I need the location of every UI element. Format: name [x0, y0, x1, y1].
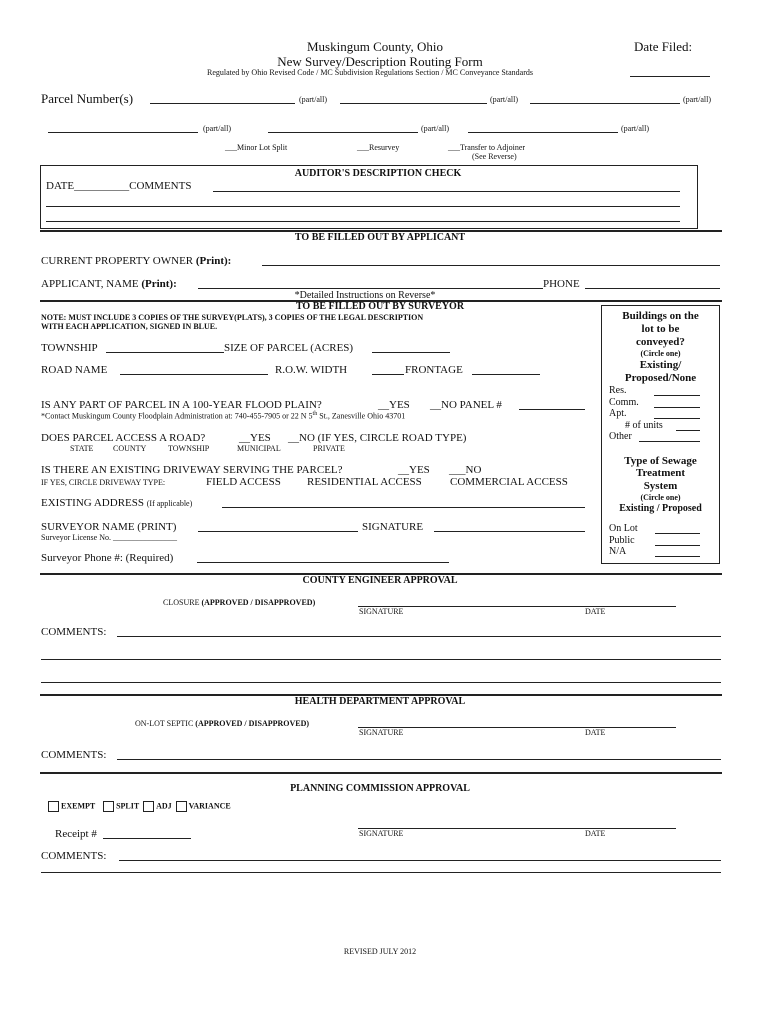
res-label: Res.: [609, 385, 627, 396]
engineer-signature-label: SIGNATURE: [359, 607, 404, 616]
health-signature-label: SIGNATURE: [359, 728, 404, 737]
part-all-2: (part/all): [490, 95, 518, 104]
engineer-comment-line-1[interactable]: [117, 636, 721, 637]
parcel-field-6[interactable]: [468, 132, 618, 133]
see-reverse: (See Reverse): [472, 152, 517, 161]
road-name-label: ROAD NAME: [41, 364, 108, 376]
size-label: SIZE OF PARCEL (ACRES): [224, 342, 354, 354]
engineer-comments-label: COMMENTS:: [41, 626, 107, 638]
regulation-note: Regulated by Ohio Revised Code / MC Subdivision Regulations Section / MC Conveyance Standards: [207, 68, 533, 77]
public-label: Public: [609, 535, 635, 546]
form-title: New Survey/Description Routing Form: [277, 54, 483, 69]
panel-field[interactable]: [519, 409, 585, 410]
surveyor-note-1: NOTE: MUST INCLUDE 3 COPIES OF THE SURVEY(PLATS), 3 COPIES OF THE LEGAL DESCRIPTION: [41, 313, 424, 322]
receipt-label: Receipt #: [55, 828, 97, 840]
address-field[interactable]: [222, 507, 585, 508]
auditor-comment-line-1[interactable]: [213, 191, 680, 192]
surveyor-signature-label: SIGNATURE: [362, 521, 424, 533]
surveyor-name-field[interactable]: [198, 531, 358, 532]
part-all-1: (part/all): [299, 95, 327, 104]
exempt-checkbox[interactable]: [48, 801, 59, 812]
access-no[interactable]: __NO (IF YES, CIRCLE ROAD TYPE): [288, 432, 467, 444]
divider: [40, 772, 722, 774]
frontage-label: FRONTAGE: [405, 364, 463, 376]
health-signature-field[interactable]: [358, 727, 676, 728]
units-label: # of units: [625, 420, 663, 431]
surveyor-note-2: WITH EACH APPLICATION, SIGNED IN BLUE.: [41, 322, 218, 331]
flood-yes[interactable]: __YES: [378, 399, 410, 411]
surveyor-phone-label: Surveyor Phone #: (Required): [41, 552, 174, 564]
other-label: Other: [609, 431, 632, 442]
na-label: N/A: [609, 546, 627, 557]
engineer-signature-field[interactable]: [358, 606, 676, 607]
planning-options: EXEMPT SPLIT ADJ VARIANCE: [48, 801, 231, 812]
buildings-title-2: lot to be: [641, 323, 680, 335]
surveyor-name-label: SURVEYOR NAME (PRINT): [41, 521, 177, 533]
units-field[interactable]: [676, 430, 700, 431]
road-type-municipal[interactable]: MUNICIPAL: [237, 444, 281, 453]
flood-no-panel[interactable]: __NO PANEL #: [430, 399, 502, 411]
driveway-yes[interactable]: __YES: [398, 464, 430, 476]
parcel-field-2[interactable]: [340, 103, 487, 104]
buildings-circle-one: (Circle one): [640, 349, 681, 358]
surveyor-signature-field[interactable]: [434, 531, 585, 532]
buildings-proposed-none[interactable]: Proposed/None: [624, 372, 697, 384]
driveway-commercial-access[interactable]: COMMERCIAL ACCESS: [450, 476, 568, 488]
na-field[interactable]: [655, 556, 700, 557]
engineer-title: COUNTY ENGINEER APPROVAL: [302, 575, 458, 586]
planning-signature-label: SIGNATURE: [359, 829, 404, 838]
buildings-title-1: Buildings on the: [622, 310, 699, 322]
public-field[interactable]: [655, 545, 700, 546]
row-width-label: R.O.W. WIDTH: [275, 364, 348, 376]
surveyor-phone-field[interactable]: [197, 562, 449, 563]
surveyor-license[interactable]: Surveyor License No. ________________: [41, 533, 177, 542]
flood-question: IS ANY PART OF PARCEL IN A 100-YEAR FLOOD PLAIN?: [41, 399, 322, 411]
resurvey[interactable]: ___Resurvey: [357, 143, 400, 152]
frontage-field[interactable]: [472, 374, 540, 375]
closure-label: CLOSURE (APPROVED / DISAPPROVED): [163, 598, 316, 607]
minor-lot-split[interactable]: ___Minor Lot Split: [225, 143, 288, 152]
other-field[interactable]: [639, 441, 700, 442]
parcel-field-3[interactable]: [530, 103, 680, 104]
township-label: TOWNSHIP: [41, 342, 98, 354]
part-all-5: (part/all): [421, 124, 449, 133]
surveyor-title: TO BE FILLED OUT BY SURVEYOR: [295, 301, 465, 312]
health-title: HEALTH DEPARTMENT APPROVAL: [294, 696, 466, 707]
split-checkbox[interactable]: [103, 801, 114, 812]
onlot-label: On Lot: [609, 523, 638, 534]
row-width-field[interactable]: [372, 374, 404, 375]
buildings-existing[interactable]: Existing/: [639, 359, 682, 371]
receipt-field[interactable]: [103, 838, 191, 839]
sewage-title-3: System: [643, 480, 678, 492]
flood-contact: *Contact Muskingum County Floodplain Administration at: 740-455-7905 or 22 N 5th St., Zanesville Ohio 43701: [41, 411, 406, 421]
township-field[interactable]: [106, 352, 224, 353]
planning-title: PLANNING COMMISSION APPROVAL: [290, 783, 470, 794]
auditor-comment-line-2[interactable]: [46, 206, 680, 207]
part-all-3: (part/all): [683, 95, 711, 104]
transfer-adjoiner[interactable]: ___Transfer to Adjoiner: [448, 143, 526, 152]
driveway-no[interactable]: ___NO: [449, 464, 482, 476]
comm-field[interactable]: [654, 407, 700, 408]
sewage-circle-one: (Circle one): [640, 493, 681, 502]
applicant-phone-field[interactable]: [585, 288, 720, 289]
variance-checkbox[interactable]: [176, 801, 187, 812]
phone-label: PHONE: [543, 278, 580, 290]
sewage-existing-proposed[interactable]: Existing / Proposed: [619, 503, 702, 514]
access-yes[interactable]: __YES: [239, 432, 271, 444]
driveway-residential-access[interactable]: RESIDENTIAL ACCESS: [307, 476, 422, 488]
planning-comment-line-2[interactable]: [41, 872, 721, 873]
owner-label: CURRENT PROPERTY OWNER (Print):: [41, 255, 232, 267]
county-name: Muskingum County, Ohio: [306, 39, 444, 54]
planning-date-label: DATE: [585, 829, 606, 838]
driveway-field-access[interactable]: FIELD ACCESS: [206, 476, 281, 488]
road-name-field[interactable]: [120, 374, 268, 375]
owner-field[interactable]: [262, 265, 720, 266]
planning-comment-line-1[interactable]: [119, 860, 721, 861]
date-filed-label: Date Filed:: [634, 39, 693, 54]
applicant-name-field[interactable]: [198, 288, 543, 289]
apt-field[interactable]: [654, 418, 700, 419]
planning-comments-label: COMMENTS:: [41, 850, 107, 862]
comm-label: Comm.: [609, 397, 639, 408]
apt-label: Apt.: [609, 408, 627, 419]
auditor-date-comments: DATE__________COMMENTS: [46, 180, 192, 192]
revised-date: REVISED JULY 2012: [343, 947, 417, 956]
health-comment-line-1[interactable]: [117, 759, 721, 760]
auditor-title: AUDITOR'S DESCRIPTION CHECK: [294, 168, 462, 179]
road-type-county[interactable]: COUNTY: [113, 444, 147, 453]
sewage-title-2: Treatment: [635, 467, 686, 479]
part-all-4: (part/all): [203, 124, 231, 133]
road-type-state[interactable]: STATE: [70, 444, 94, 453]
res-field[interactable]: [654, 395, 700, 396]
engineer-comment-line-3[interactable]: [41, 682, 721, 683]
driveway-question: IS THERE AN EXISTING DRIVEWAY SERVING THE PARCEL?: [41, 464, 343, 476]
instructions-note: *Detailed Instructions on Reverse*: [294, 290, 436, 301]
onlot-field[interactable]: [655, 533, 700, 534]
engineer-date-label: DATE: [585, 607, 606, 616]
part-all-6: (part/all): [621, 124, 649, 133]
address-label: EXISTING ADDRESS (If applicable): [41, 497, 193, 509]
parcel-field-4[interactable]: [48, 132, 198, 133]
applicant-title: TO BE FILLED OUT BY APPLICANT: [294, 232, 466, 243]
health-comments-label: COMMENTS:: [41, 749, 107, 761]
health-date-label: DATE: [585, 728, 606, 737]
date-filed-field[interactable]: [630, 76, 710, 77]
applicant-name-label: APPLICANT, NAME (Print):: [41, 278, 177, 290]
adj-checkbox[interactable]: [143, 801, 154, 812]
size-field[interactable]: [372, 352, 450, 353]
septic-label: ON-LOT SEPTIC (APPROVED / DISAPPROVED): [135, 719, 310, 728]
road-type-private[interactable]: PRIVATE: [313, 444, 345, 453]
parcel-label: Parcel Number(s): [41, 91, 134, 106]
sewage-title-1: Type of Sewage: [624, 455, 697, 467]
access-question: DOES PARCEL ACCESS A ROAD?: [41, 432, 206, 444]
parcel-field-1[interactable]: [150, 103, 295, 104]
auditor-comment-line-3[interactable]: [46, 221, 680, 222]
planning-signature-field[interactable]: [358, 828, 676, 829]
engineer-comment-line-2[interactable]: [41, 659, 721, 660]
road-type-township[interactable]: TOWNSHIP: [168, 444, 210, 453]
parcel-field-5[interactable]: [268, 132, 418, 133]
buildings-title-3: conveyed?: [636, 336, 685, 348]
driveway-type-label: IF YES, CIRCLE DRIVEWAY TYPE:: [41, 478, 166, 487]
